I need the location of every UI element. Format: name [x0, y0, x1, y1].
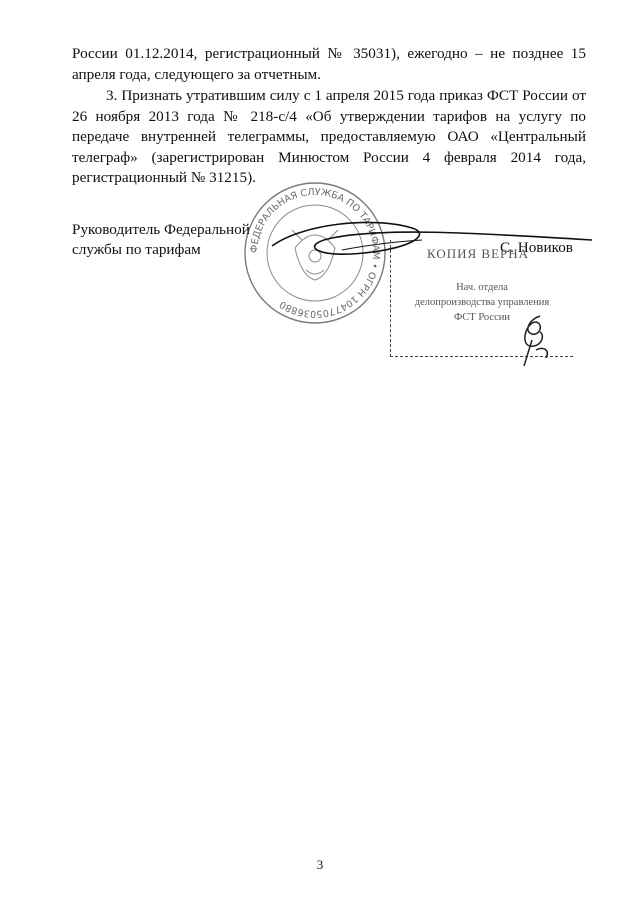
- signer-name: С. Новиков: [500, 239, 573, 256]
- certifier-signature: [510, 310, 560, 370]
- seal-text: ФЕДЕРАЛЬНАЯ СЛУЖБА ПО ТАРИФАМ • ОГРН 1047705036880: [248, 186, 382, 320]
- copy-stamp-title: КОПИЯ ВЕРНА: [427, 246, 530, 261]
- paragraph-item-3: 3. Признать утратившим силу с 1 апреля 2015 года приказ ФСТ России от 26 ноября 2013 года № 218-с/4 «Об утверждении тарифов на услугу по передаче внутренней телеграммы, предоставляемую ОАО «Центральный телеграф» (зарегистрирован Минюстом России 4 февраля 2014 года, регистрационный № 31215).: [72, 87, 586, 186]
- page-number: 3: [316, 857, 324, 872]
- signer-position: [72, 220, 250, 260]
- signer-position-line1: Руководитель Федеральной: [72, 221, 250, 238]
- copy-stamp-role-line3: ФСТ России: [454, 312, 510, 323]
- paragraph-continuation: России 01.12.2014, регистрационный № 35031), ежегодно – не позднее 15 апреля года, следующего за отчетным.: [72, 45, 586, 83]
- signer-position-line2: службы по тарифам: [72, 241, 201, 258]
- copy-stamp-role-line1: Нач. отдела: [456, 282, 508, 293]
- copy-stamp-role-line2: делопроизводства управления: [414, 297, 550, 308]
